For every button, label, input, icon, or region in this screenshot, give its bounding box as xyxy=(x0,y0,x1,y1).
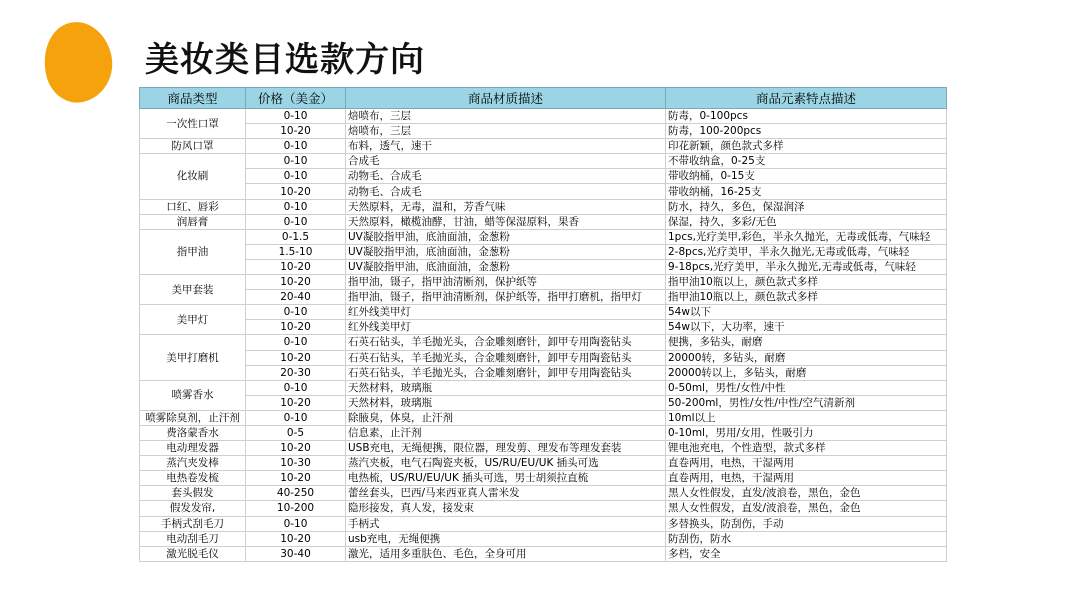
cell-price: 10-20 xyxy=(246,184,346,199)
cell-material: 手柄式 xyxy=(346,516,666,531)
cell-price: 0-1.5 xyxy=(246,229,346,244)
cell-price: 10-200 xyxy=(246,501,346,516)
cell-product-type: 化妆刷 xyxy=(140,154,246,199)
cell-features: 防刮伤，防水 xyxy=(666,531,947,546)
table-row xyxy=(140,259,947,274)
cell-material: 蕾丝套头，巴西/马来西亚真人雷米发 xyxy=(346,486,666,501)
cell-material: 天然原料，橄榄油酵，甘油，蜡等保湿原料，果香 xyxy=(346,214,666,229)
cell-product-type: 电动理发器 xyxy=(140,441,246,456)
table-row xyxy=(140,320,947,335)
cell-material: 隐形接发，真人发，接发束 xyxy=(346,501,666,516)
cell-price: 0-10 xyxy=(246,109,346,124)
table-row xyxy=(140,229,947,244)
product-table-container xyxy=(139,87,947,562)
cell-product-type: 美甲灯 xyxy=(140,305,246,335)
table-row xyxy=(140,124,947,139)
cell-price: 10-20 xyxy=(246,350,346,365)
orange-blob-decoration xyxy=(35,15,120,109)
cell-price: 0-10 xyxy=(246,154,346,169)
cell-material: 动物毛、合成毛 xyxy=(346,169,666,184)
cell-material: 天然材料，玻璃瓶 xyxy=(346,395,666,410)
table-row xyxy=(140,169,947,184)
cell-product-type: 美甲打磨机 xyxy=(140,335,246,380)
cell-features: 印花新颖，颜色款式多样 xyxy=(666,139,947,154)
cell-price: 10-20 xyxy=(246,441,346,456)
cell-features: 不带收纳盒，0-25支 xyxy=(666,154,947,169)
cell-features: 黑人女性假发，直发/波浪卷，黑色，金色 xyxy=(666,486,947,501)
cell-features: 多档，安全 xyxy=(666,546,947,561)
cell-product-type: 电动刮毛刀 xyxy=(140,531,246,546)
header-material: 商品材质描述 xyxy=(346,88,666,109)
cell-product-type: 激光脱毛仪 xyxy=(140,546,246,561)
cell-material: 布料，透气，速干 xyxy=(346,139,666,154)
table-row xyxy=(140,184,947,199)
cell-features: 锂电池充电，个性造型，款式多样 xyxy=(666,441,947,456)
cell-price: 0-10 xyxy=(246,139,346,154)
cell-features: 54w以下，大功率，速干 xyxy=(666,320,947,335)
cell-product-type: 美甲套装 xyxy=(140,275,246,305)
table-row xyxy=(140,531,947,546)
cell-material: UV凝胶指甲油，底油面油，金葱粉 xyxy=(346,229,666,244)
table-row xyxy=(140,410,947,425)
cell-product-type: 指甲油 xyxy=(140,229,246,274)
cell-features: 50-200ml，男性/女性/中性/空气清新剂 xyxy=(666,395,947,410)
cell-price: 20-30 xyxy=(246,365,346,380)
cell-price: 10-20 xyxy=(246,259,346,274)
cell-material: USB充电，无绳便携，限位器，理发剪、理发布等理发套装 xyxy=(346,441,666,456)
cell-price: 0-10 xyxy=(246,199,346,214)
cell-price: 0-10 xyxy=(246,335,346,350)
cell-price: 10-20 xyxy=(246,531,346,546)
cell-price: 10-20 xyxy=(246,275,346,290)
cell-features: 9-18pcs,光疗美甲，半永久抛光,无毒或低毒，气味轻 xyxy=(666,259,947,274)
cell-price: 0-10 xyxy=(246,169,346,184)
cell-features: 10ml以上 xyxy=(666,410,947,425)
cell-product-type: 套头假发 xyxy=(140,486,246,501)
cell-features: 1pcs,光疗美甲,彩色，半永久抛光，无毒或低毒，气味轻 xyxy=(666,229,947,244)
cell-material: 激光，适用多重肤色、毛色，全身可用 xyxy=(346,546,666,561)
cell-features: 2-8pcs,光疗美甲，半永久抛光,无毒或低毒，气味轻 xyxy=(666,244,947,259)
header-product-type: 商品类型 xyxy=(140,88,246,109)
cell-product-type: 口红、唇彩 xyxy=(140,199,246,214)
cell-price: 0-10 xyxy=(246,305,346,320)
cell-features: 直卷两用，电热，干湿两用 xyxy=(666,456,947,471)
cell-product-type: 喷雾香水 xyxy=(140,380,246,410)
table-row xyxy=(140,350,947,365)
table-header-row xyxy=(140,88,947,109)
cell-product-type: 喷雾除臭剂，止汗剂 xyxy=(140,410,246,425)
cell-price: 1.5-10 xyxy=(246,244,346,259)
cell-material: 红外线美甲灯 xyxy=(346,305,666,320)
table-row xyxy=(140,456,947,471)
cell-price: 0-10 xyxy=(246,410,346,425)
cell-features: 多替换头，防刮伤，手动 xyxy=(666,516,947,531)
cell-product-type: 一次性口罩 xyxy=(140,109,246,139)
cell-features: 0-50ml，男性/女性/中性 xyxy=(666,380,947,395)
cell-material: 指甲油，镊子，指甲油清断剂，保护纸等 xyxy=(346,275,666,290)
cell-price: 0-10 xyxy=(246,214,346,229)
cell-features: 保湿，持久，多彩/无色 xyxy=(666,214,947,229)
cell-material: 天然材料，玻璃瓶 xyxy=(346,380,666,395)
cell-material: 焙喷布，三层 xyxy=(346,124,666,139)
cell-features: 防水，持久，多色，保湿润泽 xyxy=(666,199,947,214)
header-price: 价格（美金） xyxy=(246,88,346,109)
table-row xyxy=(140,425,947,440)
cell-price: 10-20 xyxy=(246,320,346,335)
cell-material: 红外线美甲灯 xyxy=(346,320,666,335)
cell-material: 合成毛 xyxy=(346,154,666,169)
cell-price: 20-40 xyxy=(246,290,346,305)
table-row xyxy=(140,199,947,214)
cell-material: UV凝胶指甲油，底油面油，金葱粉 xyxy=(346,244,666,259)
cell-price: 10-20 xyxy=(246,471,346,486)
cell-price: 30-40 xyxy=(246,546,346,561)
cell-features: 防毒，100-200pcs xyxy=(666,124,947,139)
cell-material: 除腋臭，体臭，止汗剂 xyxy=(346,410,666,425)
cell-price: 10-30 xyxy=(246,456,346,471)
cell-features: 直卷两用，电热，干湿两用 xyxy=(666,471,947,486)
cell-features: 0-10ml，男用/女用，性吸引力 xyxy=(666,425,947,440)
cell-price: 0-5 xyxy=(246,425,346,440)
table-row xyxy=(140,441,947,456)
cell-material: 蒸汽夹板，电气石陶瓷夹板，US/RU/EU/UK 插头可选 xyxy=(346,456,666,471)
cell-features: 指甲油10瓶以上，颜色款式多样 xyxy=(666,290,947,305)
cell-features: 黑人女性假发，直发/波浪卷，黑色，金色 xyxy=(666,501,947,516)
cell-product-type: 润唇膏 xyxy=(140,214,246,229)
cell-price: 0-10 xyxy=(246,516,346,531)
cell-product-type: 防风口罩 xyxy=(140,139,246,154)
cell-features: 20000转，多钻头，耐磨 xyxy=(666,350,947,365)
cell-features: 带收纳桶，16-25支 xyxy=(666,184,947,199)
cell-material: 石英石钻头，羊毛抛光头，合金雕刻磨针，卸甲专用陶瓷钻头 xyxy=(346,350,666,365)
cell-price: 10-20 xyxy=(246,124,346,139)
cell-features: 指甲油10瓶以上，颜色款式多样 xyxy=(666,275,947,290)
cell-price: 40-250 xyxy=(246,486,346,501)
table-row xyxy=(140,154,947,169)
product-selection-table xyxy=(139,87,947,562)
table-row xyxy=(140,290,947,305)
cell-product-type: 电热卷发梳 xyxy=(140,471,246,486)
table-row xyxy=(140,335,947,350)
table-row xyxy=(140,395,947,410)
table-row xyxy=(140,109,947,124)
cell-material: UV凝胶指甲油，底油面油，金葱粉 xyxy=(346,259,666,274)
table-row xyxy=(140,486,947,501)
table-row xyxy=(140,365,947,380)
table-body xyxy=(140,109,947,562)
table-row xyxy=(140,546,947,561)
table-row xyxy=(140,380,947,395)
cell-material: 电热梳，US/RU/EU/UK 插头可选，男士胡须拉直梳 xyxy=(346,471,666,486)
table-row xyxy=(140,305,947,320)
cell-price: 0-10 xyxy=(246,380,346,395)
cell-material: 天然原料，无毒，温和，芳香气味 xyxy=(346,199,666,214)
table-row xyxy=(140,275,947,290)
cell-features: 防毒，0-100pcs xyxy=(666,109,947,124)
cell-product-type: 蒸汽夹发棒 xyxy=(140,456,246,471)
cell-product-type: 费洛蒙香水 xyxy=(140,425,246,440)
cell-price: 10-20 xyxy=(246,395,346,410)
cell-product-type: 假发发帘, xyxy=(140,501,246,516)
cell-features: 54w以下 xyxy=(666,305,947,320)
cell-material: 石英石钻头，羊毛抛光头，合金雕刻磨针，卸甲专用陶瓷钻头 xyxy=(346,335,666,350)
cell-material: 石英石钻头，羊毛抛光头，合金雕刻磨针，卸甲专用陶瓷钻头 xyxy=(346,365,666,380)
cell-material: 焙喷布，三层 xyxy=(346,109,666,124)
cell-material: 指甲油，镊子，指甲油清断剂，保护纸等，指甲打磨机，指甲灯 xyxy=(346,290,666,305)
cell-material: 动物毛、合成毛 xyxy=(346,184,666,199)
slide-title: 美妆类目选款方向 xyxy=(145,40,425,80)
cell-material: 信息素，止汗剂 xyxy=(346,425,666,440)
table-row xyxy=(140,244,947,259)
cell-features: 便携，多钻头，耐磨 xyxy=(666,335,947,350)
table-row xyxy=(140,471,947,486)
table-row xyxy=(140,501,947,516)
table-row xyxy=(140,516,947,531)
cell-material: usb充电，无绳便携 xyxy=(346,531,666,546)
cell-product-type: 手柄式刮毛刀 xyxy=(140,516,246,531)
cell-features: 带收纳桶，0-15支 xyxy=(666,169,947,184)
table-row xyxy=(140,214,947,229)
cell-features: 20000转以上，多钻头，耐磨 xyxy=(666,365,947,380)
header-features: 商品元素特点描述 xyxy=(666,88,947,109)
table-row xyxy=(140,139,947,154)
